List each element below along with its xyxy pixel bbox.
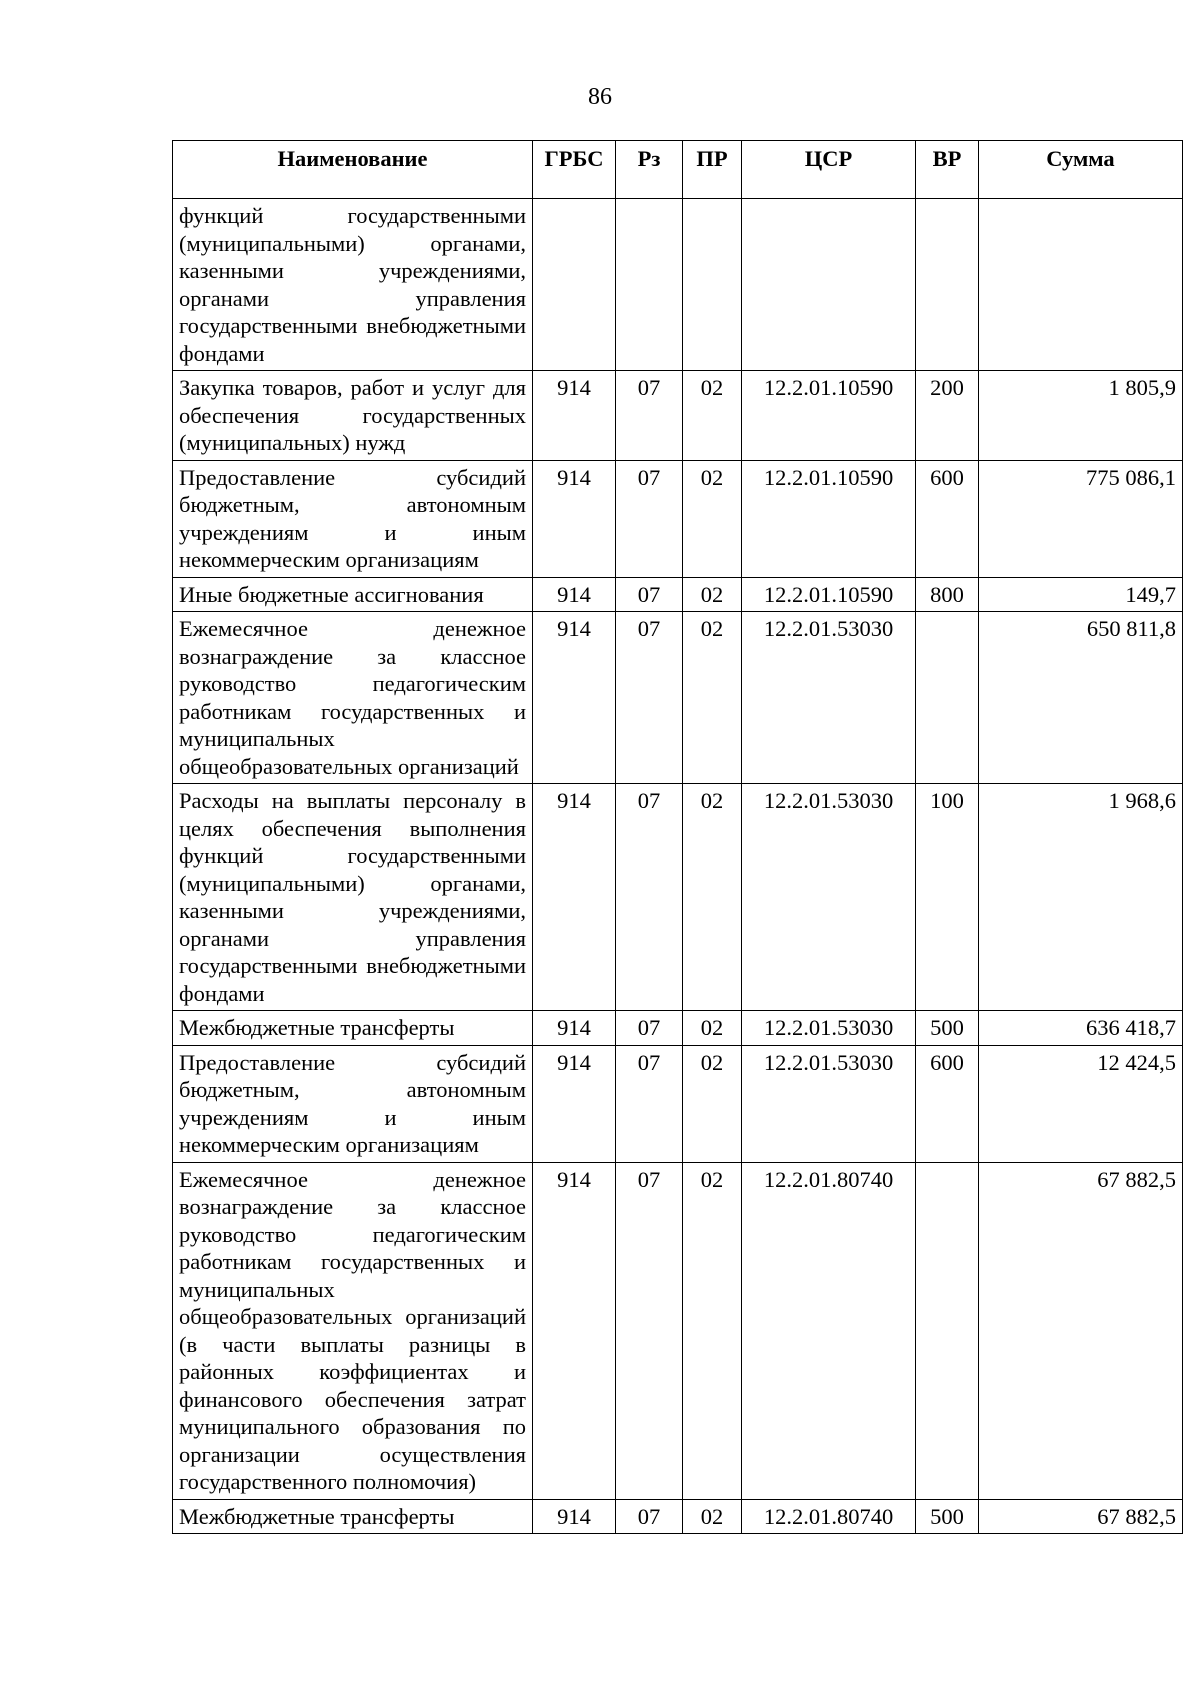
cell-rz: 07 — [616, 460, 683, 577]
cell-grbs: 914 — [533, 371, 616, 461]
budget-table — [172, 140, 1183, 1534]
cell-csr: 12.2.01.53030 — [742, 1045, 916, 1162]
cell-csr: 12.2.01.53030 — [742, 612, 916, 784]
cell-vr: 600 — [916, 1045, 979, 1162]
cell-sum — [979, 199, 1183, 371]
cell-rz: 07 — [616, 1011, 683, 1046]
cell-name: функций государственными (муниципальными) органами, казенными учреждениями, органами управления государственными внебюджетными фондами — [173, 199, 533, 371]
cell-name: Предоставление субсидий бюджетным, автономным учреждениям и иным некоммерческим организациям — [173, 460, 533, 577]
cell-name: Межбюджетные трансферты — [173, 1499, 533, 1534]
cell-csr: 12.2.01.10590 — [742, 460, 916, 577]
cell-name: Ежемесячное денежное вознаграждение за классное руководство педагогическим работникам государственных и муниципальных общеобразовательных организаций (в части выплаты разницы в районных коэффициентах и финансового обеспечения затрат муниципального образования по организации осуществления государственного полномочия) — [173, 1162, 533, 1499]
table-header — [173, 141, 1183, 199]
cell-sum: 775 086,1 — [979, 460, 1183, 577]
cell-grbs — [533, 199, 616, 371]
cell-rz: 07 — [616, 612, 683, 784]
cell-rz: 07 — [616, 577, 683, 612]
cell-pr: 02 — [683, 612, 742, 784]
cell-vr — [916, 199, 979, 371]
cell-pr: 02 — [683, 460, 742, 577]
table-row — [173, 1499, 1183, 1534]
cell-grbs: 914 — [533, 1011, 616, 1046]
cell-name: Предоставление субсидий бюджетным, автономным учреждениям и иным некоммерческим организациям — [173, 1045, 533, 1162]
cell-sum: 636 418,7 — [979, 1011, 1183, 1046]
cell-grbs: 914 — [533, 612, 616, 784]
cell-name: Закупка товаров, работ и услуг для обеспечения государственных (муниципальных) нужд — [173, 371, 533, 461]
cell-grbs: 914 — [533, 577, 616, 612]
header-pr: ПР — [683, 141, 742, 199]
cell-sum: 67 882,5 — [979, 1499, 1183, 1534]
cell-vr: 500 — [916, 1499, 979, 1534]
cell-pr: 02 — [683, 1162, 742, 1499]
table-row — [173, 199, 1183, 371]
cell-grbs: 914 — [533, 784, 616, 1011]
cell-csr: 12.2.01.53030 — [742, 784, 916, 1011]
cell-vr — [916, 1162, 979, 1499]
table-row — [173, 371, 1183, 461]
page-number: 86 — [588, 84, 612, 110]
table-row — [173, 784, 1183, 1011]
header-csr: ЦСР — [742, 141, 916, 199]
cell-vr: 200 — [916, 371, 979, 461]
cell-grbs: 914 — [533, 1162, 616, 1499]
cell-pr: 02 — [683, 1011, 742, 1046]
cell-csr: 12.2.01.80740 — [742, 1162, 916, 1499]
cell-grbs: 914 — [533, 1499, 616, 1534]
cell-sum: 12 424,5 — [979, 1045, 1183, 1162]
cell-vr: 100 — [916, 784, 979, 1011]
table-body — [173, 199, 1183, 1534]
table-row — [173, 460, 1183, 577]
cell-pr: 02 — [683, 784, 742, 1011]
cell-csr: 12.2.01.53030 — [742, 1011, 916, 1046]
cell-grbs: 914 — [533, 460, 616, 577]
cell-rz — [616, 199, 683, 371]
cell-sum: 1 968,6 — [979, 784, 1183, 1011]
cell-name: Иные бюджетные ассигнования — [173, 577, 533, 612]
cell-name: Межбюджетные трансферты — [173, 1011, 533, 1046]
cell-pr: 02 — [683, 577, 742, 612]
table-row — [173, 612, 1183, 784]
cell-pr — [683, 199, 742, 371]
header-row — [173, 141, 1183, 199]
cell-pr: 02 — [683, 1045, 742, 1162]
header-vr: ВР — [916, 141, 979, 199]
cell-sum: 650 811,8 — [979, 612, 1183, 784]
cell-rz: 07 — [616, 1499, 683, 1534]
table-row — [173, 1011, 1183, 1046]
cell-vr — [916, 612, 979, 784]
cell-pr: 02 — [683, 1499, 742, 1534]
cell-rz: 07 — [616, 371, 683, 461]
cell-rz: 07 — [616, 1045, 683, 1162]
cell-pr: 02 — [683, 371, 742, 461]
table-row — [173, 1162, 1183, 1499]
cell-rz: 07 — [616, 784, 683, 1011]
cell-vr: 800 — [916, 577, 979, 612]
header-rz: Рз — [616, 141, 683, 199]
table-row — [173, 577, 1183, 612]
cell-csr — [742, 199, 916, 371]
cell-vr: 500 — [916, 1011, 979, 1046]
table-row — [173, 1045, 1183, 1162]
header-sum: Сумма — [979, 141, 1183, 199]
cell-rz: 07 — [616, 1162, 683, 1499]
header-name: Наименование — [173, 141, 533, 199]
cell-csr: 12.2.01.10590 — [742, 577, 916, 612]
cell-name: Расходы на выплаты персоналу в целях обеспечения выполнения функций государственными (муниципальными) органами, казенными учреждениями, органами управления государственными внебюджетными фондами — [173, 784, 533, 1011]
cell-sum: 1 805,9 — [979, 371, 1183, 461]
cell-name: Ежемесячное денежное вознаграждение за классное руководство педагогическим работникам государственных и муниципальных общеобразовательных организаций — [173, 612, 533, 784]
cell-sum: 67 882,5 — [979, 1162, 1183, 1499]
header-grbs: ГРБС — [533, 141, 616, 199]
cell-csr: 12.2.01.10590 — [742, 371, 916, 461]
cell-vr: 600 — [916, 460, 979, 577]
cell-grbs: 914 — [533, 1045, 616, 1162]
cell-sum: 149,7 — [979, 577, 1183, 612]
cell-csr: 12.2.01.80740 — [742, 1499, 916, 1534]
